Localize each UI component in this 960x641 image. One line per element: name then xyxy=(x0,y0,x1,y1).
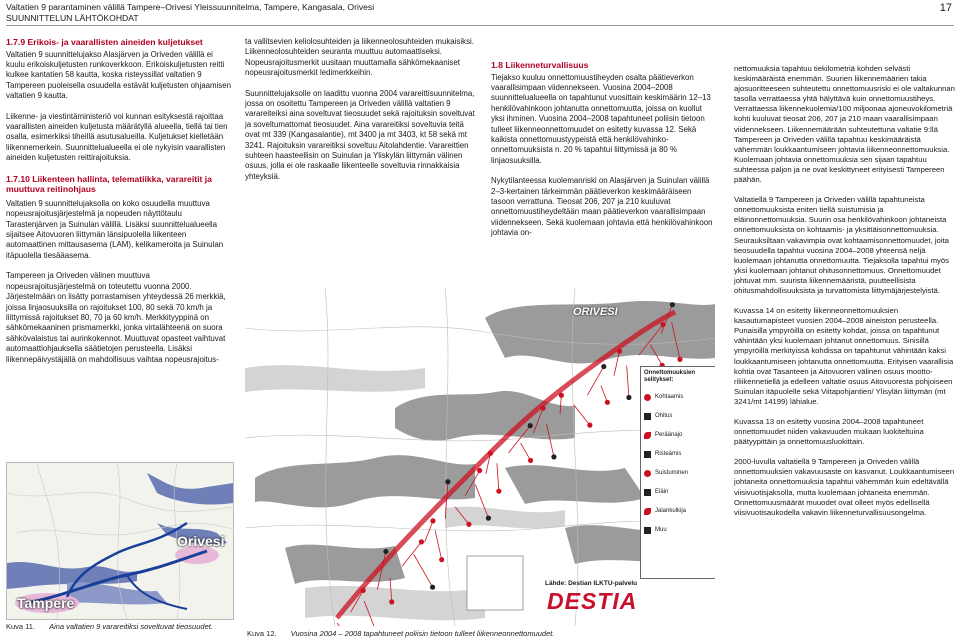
accident-symbol-icon xyxy=(644,432,651,439)
figure-12-map xyxy=(245,288,715,626)
accident-marker xyxy=(528,423,533,428)
legend-item-label: Jalankulkija xyxy=(655,508,687,514)
accident-marker xyxy=(419,539,424,544)
accident-marker xyxy=(677,357,682,362)
paragraph: ta vallitsevien keliolosuhteiden ja liikenneolosuhteiden mukaisiksi. Liikenneolosuhteiden seuranta muuttuu automaattiseksi. Nopeusrajoitusmerkit uusitaan muuttamalla sähkömekaaniset nopeusrajoitusmerkit ledimerkkeihin. xyxy=(245,37,474,78)
page-number: 17 xyxy=(939,2,952,14)
accident-marker xyxy=(605,400,610,405)
paragraph: Tampereen ja Oriveden välinen muuttuva nopeusrajoitusjärjestelmä on toteutettu vuonna 2000. Järjestelmään on lisätty porrastamisen yhteydessä 26 merkkiä, joissa linjaosuuksilla on rajoitukset 100, 80 sekä 70 km/h ja liittymissä rajoitukset 80, 70 ja 60 km/h. Merkkityyppinä on sähkömekaaninen prismamerkki, jonka virtalähteenä on suora sähkövalaistus tai aurinkokennot. Muuttuvat opasteet vaihtuvat automaattiohjauksella säätietojen perusteella. Lisäksi liikennepäivystäjällä on mahdollisuus vaihtaa nopeusrajoitus- xyxy=(6,271,226,364)
legend-item xyxy=(644,388,715,407)
accident-marker xyxy=(486,516,491,521)
accident-marker xyxy=(626,395,631,400)
section-subtitle: SUUNNITTELUN LÄHTÖKOHDAT xyxy=(6,12,139,23)
map-label-orivesi: ORIVESI xyxy=(573,306,618,318)
accident-symbol-icon xyxy=(644,413,651,420)
document-title: Valtatien 9 parantaminen välillä Tampere–Orivesi Yleissuunnitelma, Tampere, Kangasala, Orivesi xyxy=(6,2,375,12)
accident-marker xyxy=(551,454,556,459)
paragraph: Nykytilanteessa kuolemanriski on Alasjärven ja Suinulan välillä 2–3-kertainen tärkeimmän päätieverkon keskimääräiseen tasoon verrattuna. Tieosat 206, 207 ja 210 kuuluvat onnettomuustiheydeltään maan päätieverkon vaarallisimpaan viidennekseen. Sekä kuolemaan johtavia että henkilövahinkoon johtavia on- xyxy=(491,176,713,238)
paragraph: Valtatiellä 9 Tampereen ja Oriveden välillä tapahtuneista onnettomuuksista eniten tiellä suistumisia ja eläinonnettomuuksia. Suurin osa henkilövahinkoon johtaneista onnettomuuksista on kohtaamis- ja yksittäisonnettomuuksia. Seurauksiltaan vakavimpia ovat kohtaamisonnettomuudet, joita tieosuudella tapahtui vuosina 2004–2008 yhteensä neljä kuolemaan johtanutta onnettomuutta. Tiejaksolla tapahtui myös yksi kuolemaan johtanut ohitusonnettomuus. Onnettomuudet johtuvat mm. suurista liikennemääristä, puutteellisista ohitusmahdollisuuksista ja turvattomista liittymäjärjestelyistä. xyxy=(734,195,949,295)
accident-marker xyxy=(617,349,622,354)
legend-item xyxy=(644,483,715,502)
paragraph: Kuvassa 13 on esitetty vuosina 2004–2008 tapahtuneet onnettomuudet niiden vakavuuden mukaan luokiteltuina päätyypittäin ja onnettomuusluokittain. xyxy=(734,417,924,447)
accident-marker xyxy=(477,468,482,473)
accident-marker xyxy=(383,549,388,554)
legend-item-label: Muu xyxy=(655,527,667,533)
legend-item-label: Peräänajo xyxy=(655,432,683,438)
accident-legend xyxy=(640,366,715,579)
map-label-tampere: Tampere xyxy=(17,595,75,611)
paragraph: Kuvassa 14 on esitetty liikenneonnettomuuksien kasautumapisteet vuosien 2004–2008 aineiston perusteella. Punaisilla ympyröillä on esitetty kohdat, joissa on tapahtunut vähintään yksi kuolemaan johtanut onnettomuus. Sinisillä ympyröillä merkityissä kohdissa on tapahtunut vähintään kaksi loukkaantumiseen johtanutta onnettomuutta. Erityisen vaarallisia kohtia ovat Tasanteen ja Aitovuoren välinen osuus moottoriliikennetiellä ja edelleen valtatie osuus Aitovuoresta pohjoiseen Suinulan itäpuolelle sekä Viitapohjantien/ Ylisylän liittymän (mt 3241/mt 14199) lähialue. xyxy=(734,306,954,406)
heading-1-8: 1.8 Liikenneturvallisuus xyxy=(491,60,589,70)
column-4 xyxy=(734,64,956,518)
legend-item-label: Eläin xyxy=(655,489,669,495)
accident-marker xyxy=(466,522,471,527)
heading-1-7-9: 1.7.9 Erikois- ja vaarallisten aineiden kuljetukset xyxy=(6,37,203,47)
legend-item xyxy=(644,426,715,445)
column-1 xyxy=(6,37,232,365)
destia-logo: DESTIA xyxy=(547,588,638,614)
figure-11-map xyxy=(6,462,234,620)
accident-marker xyxy=(540,406,545,411)
accident-symbol-icon xyxy=(644,394,651,401)
legend-title: Onnettomuuksien selitykset: xyxy=(644,370,696,383)
legend-item-label: Kohtaamis xyxy=(655,394,684,400)
heading-1-7-10: 1.7.10 Liikenteen hallinta, telematiikka, varareitit ja muuttuva reitinohjaus xyxy=(6,173,212,195)
column-3 xyxy=(491,60,717,249)
caption-text: Aina valtatien 9 varareitiksi soveltuvat tieosuudet. xyxy=(49,622,213,631)
paragraph: Tiejakso kuuluu onnettomuustiheyden osalta päätieverkon vaarallisimpaan viidennekseen. Vuosina 2004–2008 suunnittelualueella on tapahtunut vuosittain keskimäärin 12–13 henkilövahinkoon johtanutta onnettomuutta, joissa on kuollut yksi ihminen. Vuosina 2004–2008 tapahtuneet poliisin tietoon tulleet liikenneonnettomuudet on esitetty kuvassa 12. Sekä kaikista onnettomuustyypeistä että henkilövahinko-onnettomuuksista n. 20 % tapahtui liittymissä ja 80 % linjaosuuksilla. xyxy=(491,72,711,165)
accident-symbol-icon xyxy=(644,527,651,534)
accident-symbol-icon xyxy=(644,470,651,477)
accident-marker xyxy=(488,451,493,456)
header-divider xyxy=(6,25,954,26)
accident-marker xyxy=(439,557,444,562)
accident-marker xyxy=(528,458,533,463)
running-header xyxy=(6,2,946,23)
paragraph: Valtatien 9 suunnittelujakso Alasjärven ja Oriveden välillä ei kuulu erikoiskuljetusten runkoverkkoon. Erikoiskuljetusten reitti kulkee kantatien 58 kautta, koska risteyssillat valtatien 9 Tampereen puoleisella osuudella estävät kuljetusten ohjaamisen valtatien 9 kautta. xyxy=(6,49,232,101)
legend-item xyxy=(644,521,715,540)
paragraph: Valtatien 9 suunnittelujaksolla on koko osuudella muuttuva nopeusrajoitusjärjestelmä ja nopeuden näyttötaulu Tarastenjärven ja Suinulan välillä. Lisäksi suunnittelualueella sijaitsee Aitovuoren liittymän länsipuolella liikenteen automaattinen mittausasema (LAM), kelikameroita ja Suinulan itäpuolella tiesääasema. xyxy=(6,198,224,260)
accident-symbol-icon xyxy=(644,489,651,496)
paragraph: nettomuuksia tapahtuu tiekilometriä kohden selvästi keskimääräistä enemmän. Suurien liikennemäärien takia ajosuoritteeseen suhteutettu onnettomuusriski ei ole valtakunnan tasolla verrattaessa yhtä hälyttävä kuin onnettomuustiheys. Verrattaessa liikennekuolemia/100 miljoonaa ajoneuvokilometriä kohti kuuluvat tieosat 206, 207 ja 210 maan vaarallisimpaan viidennekseen. Liikennemäärään suhteutettuna valtatie 9:llä Tampereen ja Oriveden välillä tapahtuu keskimääräistä vähemmän loukkaantumiseen johtavia liikenneonnettomuuksia. Kuolemaan johtavia onnettomuuksia sen sijaan tapahtuu suhteessa paljon ja ne ovat keskittyneet erityisesti Tampereen päähän. xyxy=(734,64,955,185)
accident-symbol-icon xyxy=(644,508,651,515)
figure-number: Kuva 11. xyxy=(6,622,36,631)
legend-item xyxy=(644,445,715,464)
accident-marker xyxy=(601,364,606,369)
figure-12-caption xyxy=(247,629,715,639)
paragraph: Suunnittelujaksolle on laadittu vuonna 2004 varareittisuunnitelma, jossa on osoitettu Tampereen ja Oriveden välillä valtatien 9 varareiteiksi aina soveltuvat tieosuudet sekä rajoituksin soveltuvat ja soveltumattomat tieosuudet. Aina varareitiksi soveltuvia teitä ovat mt 339 (Kangasalantie), mt 3400 ja mt 3403, kt 58 sekä mt 3241. Rajoituksin varareitiksi soveltuu Aitolahdentie. Varareittien suhteen haasteellisin on Suinulan ja Yliskylän liittymän välinen osuus, jolla ei ole raskaalle liikenteelle soveltuvia rinnakkaisia yhteyksiä. xyxy=(245,88,475,181)
figure-number: Kuva 12. xyxy=(247,629,277,638)
map-source: Lähde: Destian ILKTU-palvelu xyxy=(545,580,638,587)
accident-marker xyxy=(670,302,675,307)
legend-list xyxy=(644,388,715,540)
legend-item-label: Risteämis xyxy=(655,451,682,457)
accident-marker xyxy=(430,585,435,590)
legend-item xyxy=(644,502,715,521)
accident-marker xyxy=(361,588,366,593)
accident-marker xyxy=(430,518,435,523)
legend-item xyxy=(644,464,715,483)
legend-item-label: Ohitus xyxy=(655,413,673,419)
inset-box xyxy=(467,556,523,610)
accident-marker xyxy=(445,479,450,484)
figure-11-caption xyxy=(6,622,232,632)
accident-marker xyxy=(559,393,564,398)
paragraph: 2000-luvulla valtatiellä 9 Tampereen ja Oriveden välillä onnettomuuksien vakavuusaste on kasvanut. Loukkaantumiseen johtaneita onnettomuuksia tapahtui vähemmän kuin edeltävällä viisivuotisjaksolla, mutta kuolemaan johtaneita enemmän. Onnettomuusmäärät muuodet ovat olleet myös edellisellä viisivuotisaukodella vakavin liikenneturvallisuusongelma. xyxy=(734,457,955,517)
accident-marker xyxy=(496,489,501,494)
map-label-orivesi: Orivesi xyxy=(177,533,225,549)
paragraph: Liikenne- ja viestintäministeriö voi kunnan esityksestä rajoittaa vaarallisten aineiden kuljetusta määrätyllä alueella, tiellä tai tien osalla, esimerkiksi tiheillä asutusalueilla. Kuljetukset kielletään liikennemerkein. Suunnittelualueella ei ole nykyisin vaarallisten aineiden kuljetusten reittirajoituksia. xyxy=(6,111,228,163)
caption-text: Vuosina 2004 – 2008 tapahtuneet poliisin tietoon tulleet liikenneonnettomuudet. xyxy=(290,629,555,638)
accident-marker xyxy=(587,422,592,427)
accident-marker xyxy=(389,599,394,604)
legend-item-label: Suistuminen xyxy=(655,470,689,476)
column-2 xyxy=(245,37,477,192)
accident-symbol-icon xyxy=(644,451,651,458)
legend-item xyxy=(644,407,715,426)
